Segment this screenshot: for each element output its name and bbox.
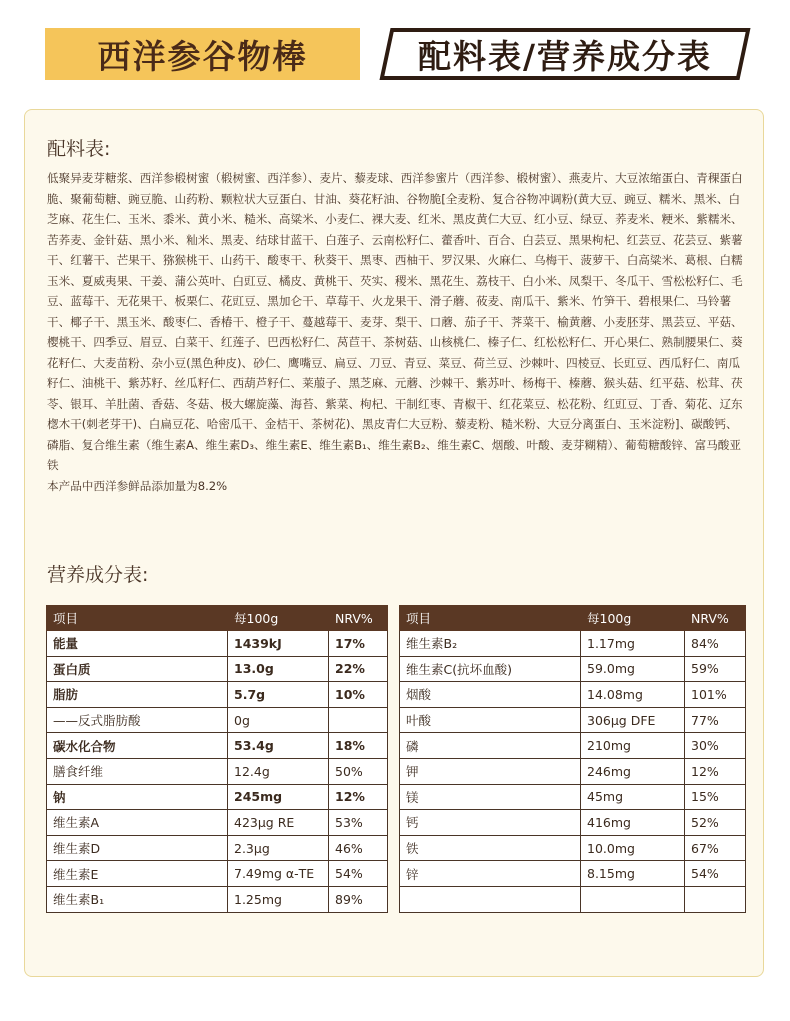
cell-nrv: 46% (329, 835, 388, 861)
cell-nrv: 89% (329, 886, 388, 912)
cell-amount: 14.08mg (581, 682, 685, 708)
cell-amount: 12.4g (228, 758, 329, 784)
cell-amount: 1.25mg (228, 886, 329, 912)
cell-nrv: 52% (685, 810, 746, 836)
cell-item: 能量 (47, 631, 228, 657)
cell-amount: 7.49mg α-TE (228, 861, 329, 887)
table-row (47, 861, 388, 887)
table-row (47, 682, 388, 708)
cell-amount: 0g (228, 707, 329, 733)
table-header-row (400, 606, 746, 631)
table-row (400, 835, 746, 861)
cell-nrv: 59% (685, 656, 746, 682)
header-per100g: 每100g (581, 606, 685, 631)
nutrition-table-right (399, 605, 746, 913)
header-item: 项目 (47, 606, 228, 631)
ginseng-note: 本产品中西洋参鲜品添加量为8.2% (47, 478, 228, 493)
table-row (47, 886, 388, 912)
table-row (400, 656, 746, 682)
cell-item: 钙 (400, 810, 581, 836)
cell-item (400, 886, 581, 912)
cell-item: 脂肪 (47, 682, 228, 708)
table-row (400, 733, 746, 759)
table-row (47, 758, 388, 784)
cell-nrv (329, 707, 388, 733)
cell-amount: 2.3μg (228, 835, 329, 861)
cell-item: 钾 (400, 758, 581, 784)
cell-amount: 5.7g (228, 682, 329, 708)
cell-nrv: 53% (329, 810, 388, 836)
cell-nrv: 30% (685, 733, 746, 759)
table-row (47, 656, 388, 682)
section-title: 配料表/营养成分表 (417, 36, 713, 76)
cell-amount: 59.0mg (581, 656, 685, 682)
header (45, 28, 755, 84)
cell-item: 维生素B₁ (47, 886, 228, 912)
cell-nrv: 101% (685, 682, 746, 708)
table-row (47, 835, 388, 861)
cell-item: 磷 (400, 733, 581, 759)
table-row (47, 733, 388, 759)
header-nrv: NRV% (329, 606, 388, 631)
cell-nrv: 15% (685, 784, 746, 810)
table-row (47, 784, 388, 810)
table-row (400, 631, 746, 657)
cell-amount: 423μg RE (228, 810, 329, 836)
cell-amount: 45mg (581, 784, 685, 810)
cell-amount: 13.0g (228, 656, 329, 682)
cell-item: 钠 (47, 784, 228, 810)
table-row (400, 810, 746, 836)
cell-item: 膳食纤维 (47, 758, 228, 784)
cell-item: 叶酸 (400, 707, 581, 733)
header-nrv: NRV% (685, 606, 746, 631)
cell-nrv: 84% (685, 631, 746, 657)
cell-amount: 306μg DFE (581, 707, 685, 733)
table-row (400, 682, 746, 708)
cell-amount: 1.17mg (581, 631, 685, 657)
cell-item: 维生素C(抗坏血酸) (400, 656, 581, 682)
header-item: 项目 (400, 606, 581, 631)
product-title: 西洋参谷物棒 (45, 28, 360, 80)
cell-item: 维生素A (47, 810, 228, 836)
cell-nrv: 18% (329, 733, 388, 759)
table-header-row (47, 606, 388, 631)
cell-item: 铁 (400, 835, 581, 861)
cell-item: 维生素D (47, 835, 228, 861)
table-row (47, 631, 388, 657)
cell-amount: 416mg (581, 810, 685, 836)
cell-nrv: 12% (685, 758, 746, 784)
cell-nrv: 50% (329, 758, 388, 784)
cell-item: ——反式脂肪酸 (47, 707, 228, 733)
cell-nrv: 17% (329, 631, 388, 657)
cell-amount: 1439kJ (228, 631, 329, 657)
cell-nrv: 54% (329, 861, 388, 887)
table-row (400, 707, 746, 733)
table-row (47, 707, 388, 733)
cell-item: 锌 (400, 861, 581, 887)
table-row (400, 886, 746, 912)
cell-nrv: 77% (685, 707, 746, 733)
cell-item: 烟酸 (400, 682, 581, 708)
cell-nrv: 22% (329, 656, 388, 682)
cell-item: 维生素B₂ (400, 631, 581, 657)
table-row (400, 861, 746, 887)
cell-item: 维生素E (47, 861, 228, 887)
cell-amount: 8.15mg (581, 861, 685, 887)
cell-nrv: 54% (685, 861, 746, 887)
cell-nrv (685, 886, 746, 912)
cell-item: 碳水化合物 (47, 733, 228, 759)
ingredients-list: 低聚异麦芽糖浆、西洋参椴树蜜（椴树蜜、西洋参）、麦片、藜麦球、西洋参蜜片（西洋参、椴树蜜）、燕麦片、大豆浓缩蛋白、青稞蛋白脆、聚葡萄糖、豌豆脆、山药粉、颗粒状大豆蛋白、甘油、葵花籽油、谷物脆[全麦粉、复合谷物冲调粉(黄大豆、豌豆、糯米、黑米、白芝麻、花生仁、玉米、黍米、黄小米、糙米、高粱米、小麦仁、裸大麦、红米、黑皮黄仁大豆、红小豆、绿豆、荞麦米、粳米、紫糯米、苦荞麦、金针菇、黑小米、籼米、黑麦、结球甘蓝干、白莲子、云南松籽仁、藿香叶、百合、白芸豆、黑果枸杞、红芸豆、花芸豆、紫薯干、红薯干、芒果干、猕猴桃干、山药干、酸枣干、秋葵干、黑枣、西柚干、罗汉果、火麻仁、乌梅干、菠萝干、白高粱米、葛根、白糯玉米、夏威夷果、干姜、蒲公英叶、白豇豆、橘皮、黄桃干、芡实、稷米、黑花生、荔枝干、白小米、凤梨干、冬瓜干、雪松松籽仁、毛豆、蓝莓干、无花果干、板栗仁、花豇豆、黑加仑干、草莓干、火龙果干、滑子蘑、莜麦、南瓜干、紫米、竹笋干、碧根果仁、马铃薯干、椰子干、黑玉米、酸枣仁、香椿干、橙子干、蔓越莓干、麦芽、梨干、口蘑、茄子干、荠菜干、榆黄蘑、小麦胚芽、黑芸豆、平菇、樱桃干、四季豆、眉豆、白菜干、红莲子、巴西松籽仁、莴苣干、茶树菇、山核桃仁、榛子仁、红松松籽仁、开心果仁、熟制腰果仁、葵花籽仁、大麦苗粉、杂小豆(黑色种皮)、砂仁、鹰嘴豆、扁豆、刀豆、青豆、菜豆、荷兰豆、沙棘叶、四棱豆、长豇豆、西瓜籽仁、南瓜籽仁、油桃干、紫苏籽、丝瓜籽仁、西葫芦籽仁、莱菔子、黑芝麻、元蘑、沙棘干、紫苏叶、杨梅干、榛蘑、猴头菇、红平菇、松茸、茯苓、银耳、羊肚菌、香菇、冬菇、极大螺旋藻、海苔、紫菜、枸杞、干制红枣、青椒干、红花菜豆、松花粉、红豇豆、丁香、菊花、辽东楤木干(刺老芽干)、白扁豆花、哈密瓜干、金桔干、茶树花)、黑皮青仁大豆粉、藜麦粉、糙米粉、大豆分离蛋白、玉米淀粉]、碳酸钙、磷脂、复合维生素（维生素A、维生素D₃、维生素E、维生素B₁、维生素B₂、维生素C、烟酸、叶酸、麦芽糊精）、葡萄糖酸锌、富马酸亚铁 (47, 171, 743, 472)
ingredients-text (47, 168, 747, 496)
ingredients-heading: 配料表: (47, 138, 111, 160)
table-row (400, 784, 746, 810)
cell-nrv: 12% (329, 784, 388, 810)
cell-nrv: 67% (685, 835, 746, 861)
info-card (24, 109, 764, 977)
cell-nrv: 10% (329, 682, 388, 708)
cell-amount: 10.0mg (581, 835, 685, 861)
nutrition-table-left (46, 605, 388, 913)
cell-amount: 53.4g (228, 733, 329, 759)
cell-amount (581, 886, 685, 912)
table-row (400, 758, 746, 784)
nutrition-heading: 营养成分表: (47, 564, 149, 586)
cell-item: 镁 (400, 784, 581, 810)
cell-amount: 246mg (581, 758, 685, 784)
header-per100g: 每100g (228, 606, 329, 631)
table-row (47, 810, 388, 836)
cell-item: 蛋白质 (47, 656, 228, 682)
cell-amount: 245mg (228, 784, 329, 810)
cell-amount: 210mg (581, 733, 685, 759)
